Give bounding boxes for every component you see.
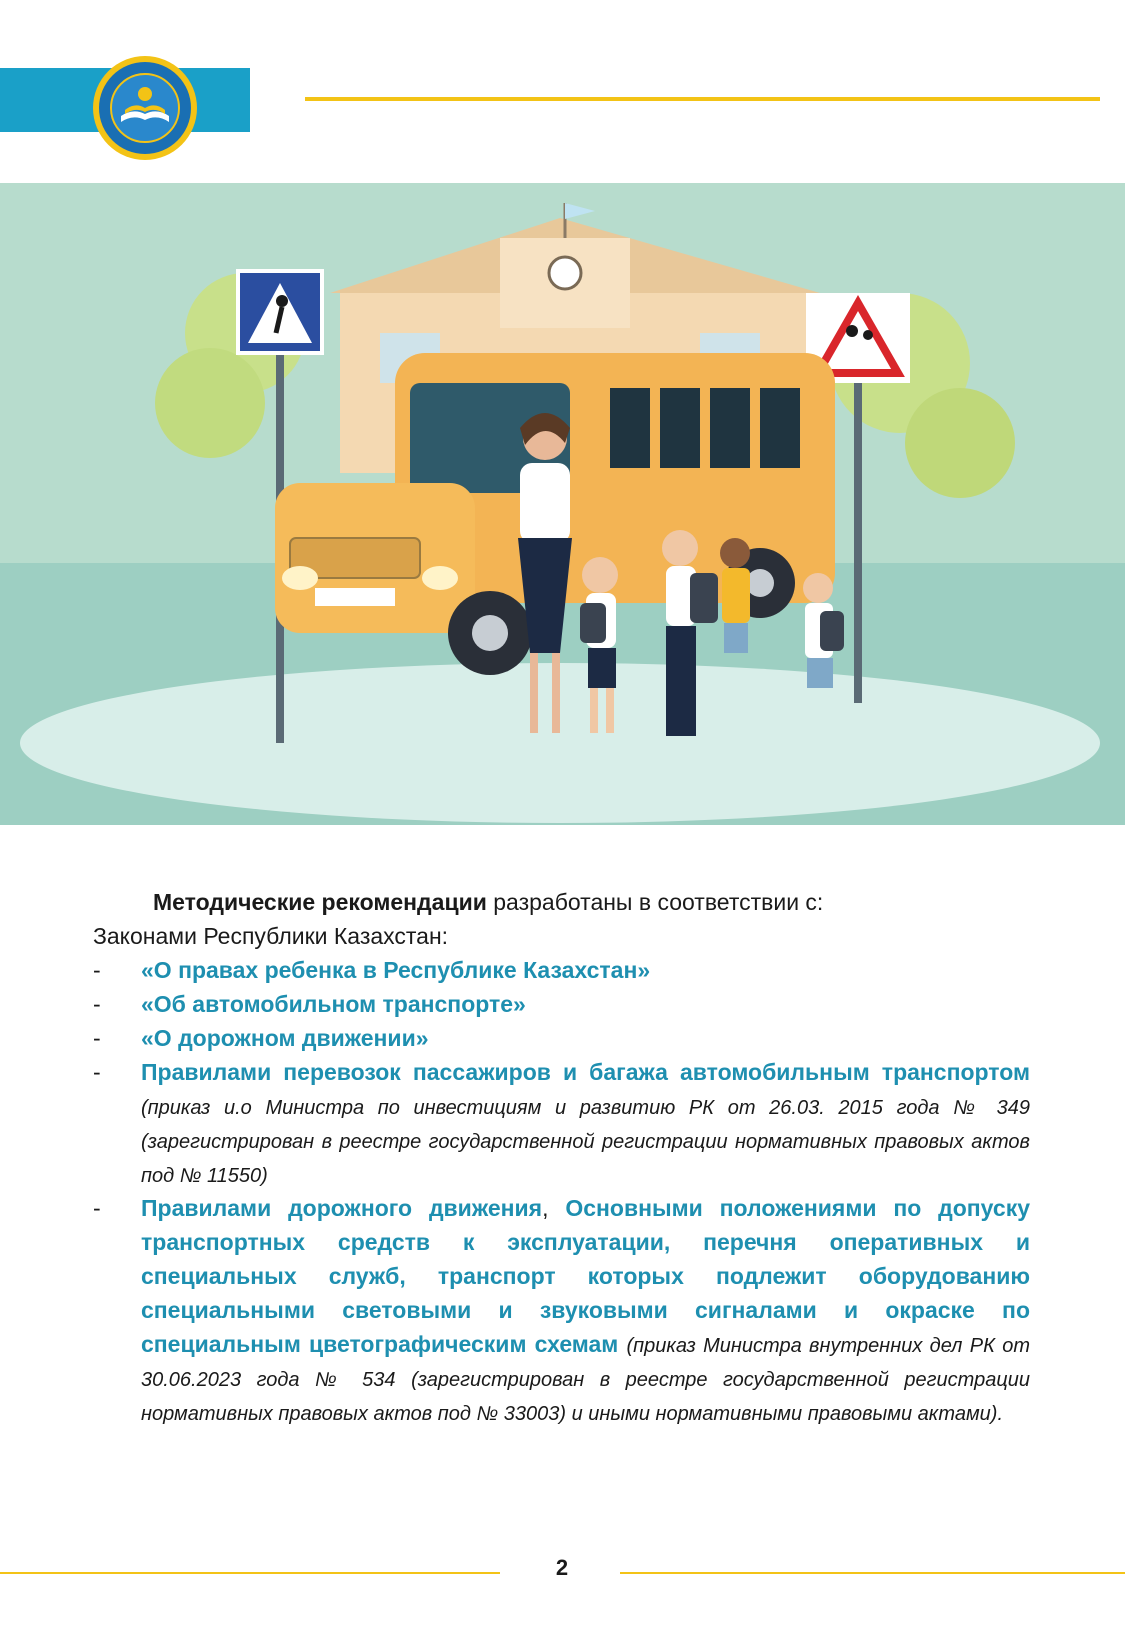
list-dash: - [93, 991, 101, 1017]
laws-list [93, 953, 1030, 1429]
law-item-3 [93, 1021, 1030, 1055]
header-line [305, 97, 1100, 101]
law-separator: , [542, 1195, 566, 1221]
law-item-2 [93, 987, 1030, 1021]
intro-paragraph [93, 885, 1030, 919]
list-dash: - [93, 1195, 101, 1221]
law-note: (приказ и.о Министра по инвестициям и развитию РК от 26.03. 2015 года № 349 (зарегистрирован в реестре государственной регистрации нормативных правовых актов под № 11550) [141, 1097, 1030, 1187]
intro-rest: разработаны в соответствии с: [486, 889, 824, 915]
intro-bold: Методические рекомендации [153, 889, 487, 915]
book-emblem-icon [91, 54, 199, 162]
school-bus-illustration [0, 183, 1125, 825]
footer-line-left [0, 1572, 500, 1574]
law-note: (приказ Министра внутренних дел РК от 30.06.2023 года № 534 (зарегистрирован в реестре государственной регистрации нормативных правовых актов под № 33003) и иными нормативными правовыми актами). [141, 1335, 1030, 1425]
law-item-1 [93, 953, 1030, 987]
list-dash: - [93, 957, 101, 983]
law-item-5 [93, 1191, 1030, 1429]
law-item-4 [93, 1055, 1030, 1191]
law-title: «Об автомобильном транспорте» [141, 991, 526, 1017]
page-number: 2 [555, 1555, 569, 1580]
intro-line2: Законами Республики Казахстан: [93, 923, 449, 949]
law-title: Правилами дорожного движения [141, 1195, 543, 1221]
document-body [93, 885, 1030, 1429]
footer-line-right [620, 1572, 1125, 1574]
law-title: «О дорожном движении» [141, 1025, 429, 1051]
law-title: Основными положениями по допуску транспортных средств к эксплуатации, перечня оперативных и специальных служб, транспорт которых подлежит оборудованию специальными световыми и звуковыми сигналами и окраске по специальным цветографическим схемам [141, 1195, 1030, 1357]
list-dash: - [93, 1059, 101, 1085]
law-title: «О правах ребенка в Республике Казахстан» [141, 957, 651, 983]
law-title: Правилами перевозок пассажиров и багажа автомобильным транспортом [141, 1059, 1030, 1085]
list-dash: - [93, 1025, 101, 1051]
